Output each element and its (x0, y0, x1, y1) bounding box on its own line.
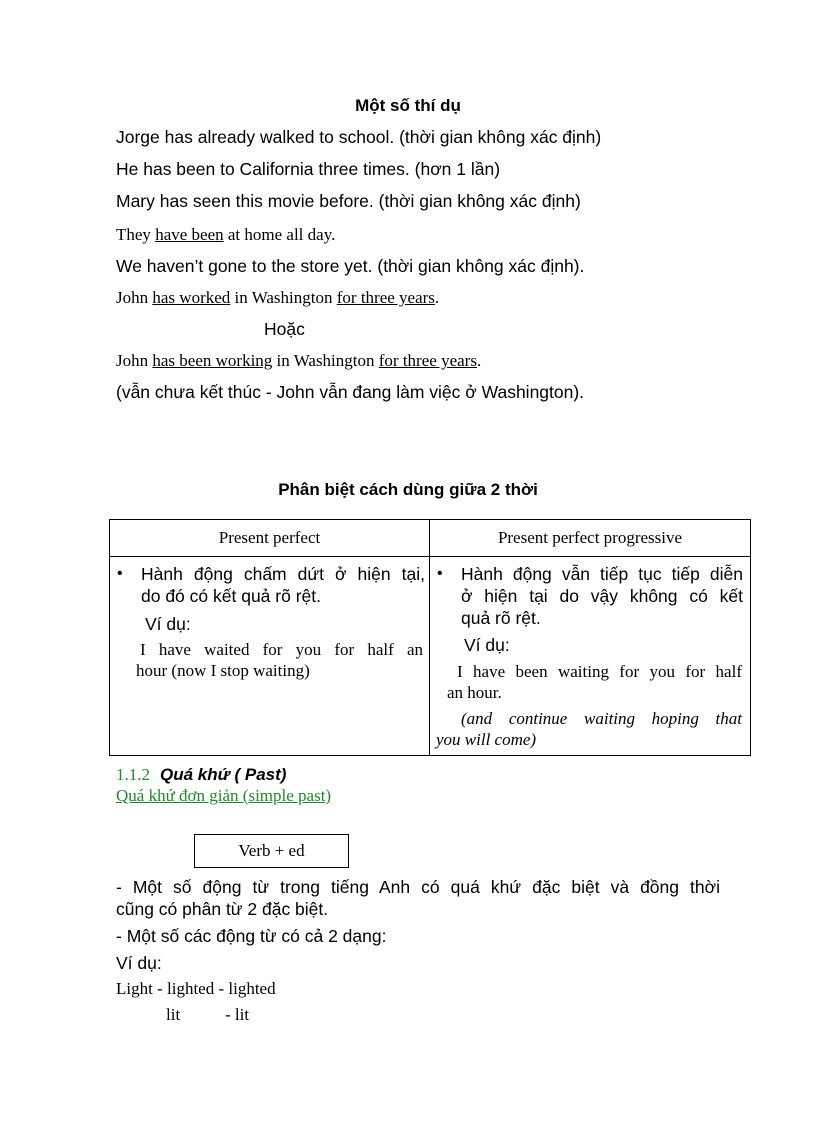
verb-example-2b: - lit (225, 1005, 250, 1024)
underlined-text: for three years (336, 288, 435, 307)
example-text-3: (and continue waiting hoping that (461, 709, 742, 728)
text: in Washington (230, 288, 337, 307)
comparison-table (109, 519, 751, 756)
text: John (116, 288, 153, 307)
section-title: Quá khứ ( Past) (160, 765, 287, 784)
examples-title: Một số thí dụ (355, 96, 461, 115)
bullet-text-1: Hành động vẫn tiếp tục tiếp diễn (461, 564, 743, 584)
example-line-3: Mary has seen this movie before. (thời gian không xác định) (116, 191, 581, 211)
or-label: Hoặc (264, 319, 305, 339)
header-present-perfect-progressive: Present perfect progressive (430, 520, 751, 557)
example-line-7 (116, 351, 481, 371)
section-heading (116, 765, 286, 785)
text: John (116, 351, 153, 370)
verb-example-2a: lit (166, 1005, 181, 1024)
section-subtitle: Quá khứ đơn giản (simple past) (116, 786, 332, 805)
underlined-text: have been (155, 225, 224, 244)
bullet-text-2: do đó có kết quả rõ rệt. (141, 586, 321, 606)
example-line-5: We haven’t gone to the store yet. (thời gian không xác định). (116, 256, 585, 276)
text: They (116, 225, 156, 244)
vidu-label: Ví dụ: (464, 635, 510, 655)
underlined-text: has worked (152, 288, 231, 307)
bullet-text-1: Hành động chấm dứt ở hiện tại, (141, 564, 425, 584)
text: . (476, 351, 482, 370)
underlined-text: for three years (378, 351, 477, 370)
example-text-2: an hour. (447, 683, 502, 702)
vidu-label: Ví dụ: (145, 614, 191, 634)
text: in Washington (272, 351, 379, 370)
cell-present-perfect (110, 557, 430, 756)
bullet-text-2: ở hiện tại do vậy không có kết (461, 586, 743, 606)
example-text-2: hour (now I stop waiting) (136, 661, 310, 680)
text: . (434, 288, 440, 307)
formula-box: Verb + ed (194, 834, 349, 868)
text: at home all day. (223, 225, 336, 244)
verb-example-1: Light - lighted - lighted (116, 979, 276, 998)
paragraph-1-line-2: cũng có phân từ 2 đặc biệt. (116, 899, 329, 919)
bullet-text-3: quả rõ rệt. (461, 608, 541, 628)
example-line-6 (116, 288, 439, 308)
vidu-label: Ví dụ: (116, 953, 162, 973)
compare-title: Phân biệt cách dùng giữa 2 thời (278, 480, 538, 499)
paragraph-1-line-1: - Một số động từ trong tiếng Anh có quá khứ đặc biệt và đồng thời (116, 877, 720, 897)
underlined-text: has been working (152, 351, 273, 370)
example-text-1: I have waited for you for half an (140, 640, 423, 659)
bullet: • (437, 565, 443, 582)
example-line-4 (116, 225, 335, 245)
example-line-2: He has been to California three times. (hơn 1 lần) (116, 159, 501, 179)
example-line-8: (vẫn chưa kết thúc - John vẫn đang làm việc ở Washington). (116, 382, 585, 402)
section-number: 1.1.2 (116, 765, 150, 784)
bullet: • (117, 565, 123, 582)
header-present-perfect: Present perfect (110, 520, 430, 557)
example-text-4: you will come) (436, 730, 537, 749)
paragraph-2: - Một số các động từ có cả 2 dạng: (116, 926, 387, 946)
cell-present-perfect-progressive (430, 557, 751, 756)
example-line-1: Jorge has already walked to school. (thời gian không xác định) (116, 127, 602, 147)
example-text-1: I have been waiting for you for half (457, 662, 742, 681)
